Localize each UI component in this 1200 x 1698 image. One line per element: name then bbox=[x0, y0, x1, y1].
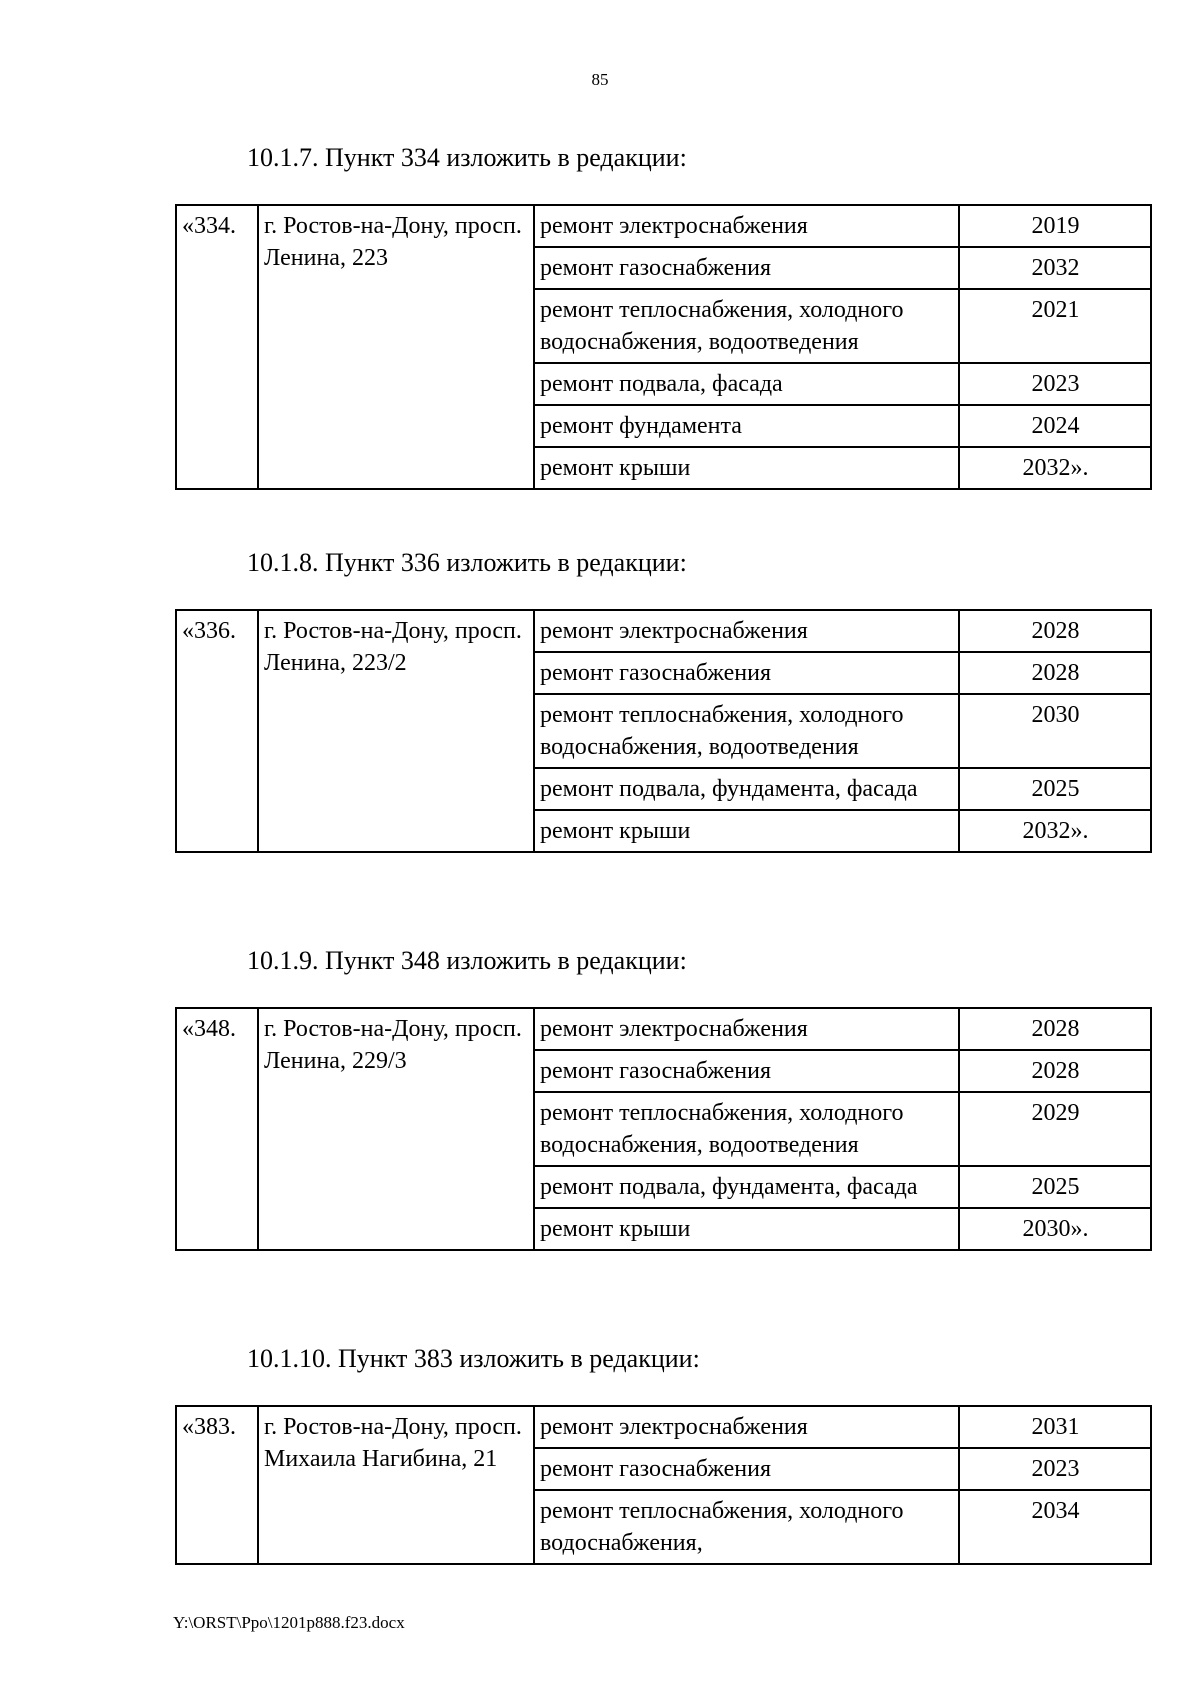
year-cell: 2025 bbox=[959, 1166, 1151, 1208]
repair-table-383 bbox=[175, 1405, 1152, 1565]
work-cell: ремонт теплоснабжения, холодного водоснабжения, водоотведения bbox=[534, 694, 959, 768]
section-334 bbox=[175, 138, 1150, 490]
year-cell: 2028 bbox=[959, 1008, 1151, 1050]
section-heading: 10.1.7. Пункт 334 изложить в редакции: bbox=[247, 143, 687, 172]
year-cell: 2024 bbox=[959, 405, 1151, 447]
work-cell: ремонт электроснабжения bbox=[534, 205, 959, 247]
repair-table-348 bbox=[175, 1007, 1152, 1251]
table-row bbox=[176, 610, 1151, 652]
year-cell: 2032». bbox=[959, 810, 1151, 852]
section-heading: 10.1.9. Пункт 348 изложить в редакции: bbox=[247, 946, 687, 975]
item-number: «334. bbox=[176, 205, 258, 489]
work-cell: ремонт теплоснабжения, холодного водоснабжения, bbox=[534, 1490, 959, 1564]
year-cell: 2028 bbox=[959, 610, 1151, 652]
repair-table-336 bbox=[175, 609, 1152, 853]
year-cell: 2031 bbox=[959, 1406, 1151, 1448]
year-cell: 2029 bbox=[959, 1092, 1151, 1166]
work-cell: ремонт подвала, фасада bbox=[534, 363, 959, 405]
year-cell: 2025 bbox=[959, 768, 1151, 810]
year-cell: 2034 bbox=[959, 1490, 1151, 1564]
address-cell: г. Ростов-на-Дону, просп. Михаила Нагибина, 21 bbox=[258, 1406, 534, 1564]
year-cell: 2021 bbox=[959, 289, 1151, 363]
year-cell: 2030 bbox=[959, 694, 1151, 768]
section-heading: 10.1.10. Пункт 383 изложить в редакции: bbox=[247, 1344, 700, 1373]
work-cell: ремонт газоснабжения bbox=[534, 1050, 959, 1092]
file-path-footer: Y:\ORST\Ppo\1201p888.f23.docx bbox=[173, 1613, 405, 1632]
item-number: «348. bbox=[176, 1008, 258, 1250]
year-cell: 2023 bbox=[959, 1448, 1151, 1490]
work-cell: ремонт электроснабжения bbox=[534, 1406, 959, 1448]
work-cell: ремонт крыши bbox=[534, 1208, 959, 1250]
section-heading: 10.1.8. Пункт 336 изложить в редакции: bbox=[247, 548, 687, 577]
table-row bbox=[176, 205, 1151, 247]
page-number: 85 bbox=[591, 70, 609, 89]
work-cell: ремонт газоснабжения bbox=[534, 247, 959, 289]
repair-table-334 bbox=[175, 204, 1152, 490]
work-cell: ремонт фундамента bbox=[534, 405, 959, 447]
work-cell: ремонт газоснабжения bbox=[534, 652, 959, 694]
address-cell: г. Ростов-на-Дону, просп. Ленина, 229/3 bbox=[258, 1008, 534, 1250]
year-cell: 2030». bbox=[959, 1208, 1151, 1250]
work-cell: ремонт подвала, фундамента, фасада bbox=[534, 768, 959, 810]
work-cell: ремонт крыши bbox=[534, 447, 959, 489]
work-cell: ремонт крыши bbox=[534, 810, 959, 852]
year-cell: 2032 bbox=[959, 247, 1151, 289]
work-cell: ремонт подвала, фундамента, фасада bbox=[534, 1166, 959, 1208]
year-cell: 2019 bbox=[959, 205, 1151, 247]
work-cell: ремонт теплоснабжения, холодного водоснабжения, водоотведения bbox=[534, 1092, 959, 1166]
table-row bbox=[176, 1008, 1151, 1050]
work-cell: ремонт электроснабжения bbox=[534, 1008, 959, 1050]
section-383 bbox=[175, 1339, 1150, 1565]
year-cell: 2028 bbox=[959, 1050, 1151, 1092]
item-number: «383. bbox=[176, 1406, 258, 1564]
section-348 bbox=[175, 941, 1150, 1251]
work-cell: ремонт теплоснабжения, холодного водоснабжения, водоотведения bbox=[534, 289, 959, 363]
section-336 bbox=[175, 543, 1150, 853]
year-cell: 2023 bbox=[959, 363, 1151, 405]
year-cell: 2032». bbox=[959, 447, 1151, 489]
work-cell: ремонт газоснабжения bbox=[534, 1448, 959, 1490]
table-row bbox=[176, 1406, 1151, 1448]
work-cell: ремонт электроснабжения bbox=[534, 610, 959, 652]
address-cell: г. Ростов-на-Дону, просп. Ленина, 223 bbox=[258, 205, 534, 489]
year-cell: 2028 bbox=[959, 652, 1151, 694]
address-cell: г. Ростов-на-Дону, просп. Ленина, 223/2 bbox=[258, 610, 534, 852]
item-number: «336. bbox=[176, 610, 258, 852]
